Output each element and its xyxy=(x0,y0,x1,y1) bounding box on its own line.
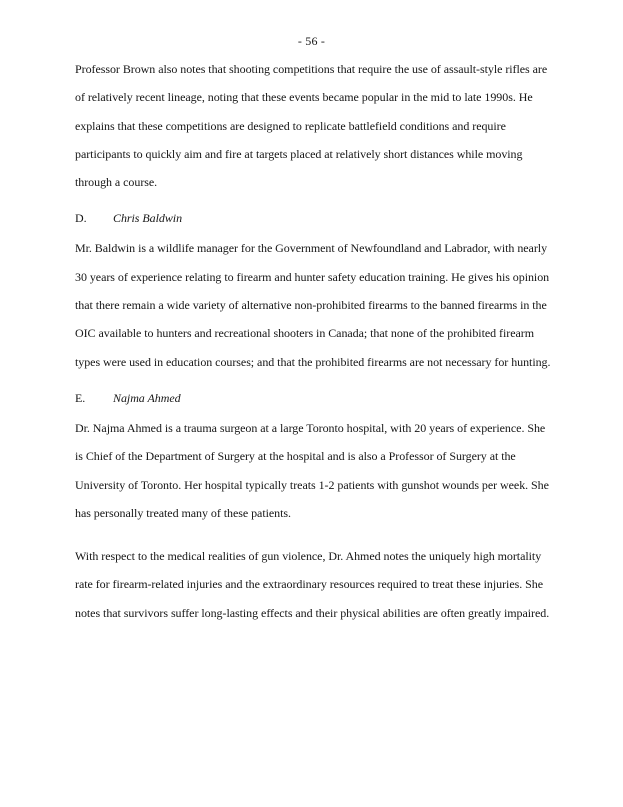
section-heading-title: Chris Baldwin xyxy=(113,211,183,226)
section-heading-label: E. xyxy=(75,390,86,405)
paragraph-line: Professor Brown also notes that shooting competitions that require the use of assault-style rifles are xyxy=(75,62,548,76)
paragraph-line: With respect to the medical realities of gun violence, Dr. Ahmed notes the uniquely high mortality xyxy=(75,549,542,564)
paragraph-line: types were used in education courses; and that the prohibited firearms are not necessary for hunting. xyxy=(75,354,551,369)
document-body xyxy=(75,55,595,627)
paragraph-line: 30 years of experience relating to firearm and hunter safety education training. He gives his opinion xyxy=(75,269,550,284)
paragraph-line: through a course. xyxy=(75,175,158,190)
paragraph xyxy=(75,234,595,375)
paragraph-line: that there remain a wide variety of alternative non-prohibited firearms to the banned firearms in the xyxy=(75,298,547,313)
paragraph-line: explains that these competitions are designed to replicate battlefield conditions and require xyxy=(75,118,506,133)
paragraph-line: has personally treated many of these patients. xyxy=(75,505,291,520)
section-heading xyxy=(75,204,595,232)
paragraph xyxy=(75,542,595,627)
paragraph xyxy=(75,55,595,196)
page-number: - 56 - xyxy=(297,34,326,48)
section-heading-label: D. xyxy=(75,211,87,226)
paragraph-line: notes that survivors suffer long-lasting effects and their physical abilities are often greatly impaired. xyxy=(75,605,550,620)
paragraph-line: Dr. Najma Ahmed is a trauma surgeon at a large Toronto hospital, with 20 years of experience. She xyxy=(75,420,546,435)
paragraph-line: is Chief of the Department of Surgery at the hospital and is also a Professor of Surgery at the xyxy=(75,449,516,464)
section-heading-title: Najma Ahmed xyxy=(113,390,181,405)
paragraph-line: rate for firearm-related injuries and the extraordinary resources required to treat these injuries. She xyxy=(75,577,543,592)
section-heading xyxy=(75,384,595,412)
paragraph xyxy=(75,414,595,527)
paragraph-line: University of Toronto. Her hospital typically treats 1-2 patients with gunshot wounds per week. She xyxy=(75,477,549,492)
paragraph-line: OIC available to hunters and recreational shooters in Canada; that none of the prohibited firearm xyxy=(75,326,534,341)
paragraph-line: participants to quickly aim and fire at targets placed at relatively short distances while moving xyxy=(75,146,523,161)
paragraph-line: of relatively recent lineage, noting that these events became popular in the mid to late 1990s. He xyxy=(75,90,533,105)
paragraph-line: Mr. Baldwin is a wildlife manager for the Government of Newfoundland and Labrador, with nearly xyxy=(75,241,548,256)
